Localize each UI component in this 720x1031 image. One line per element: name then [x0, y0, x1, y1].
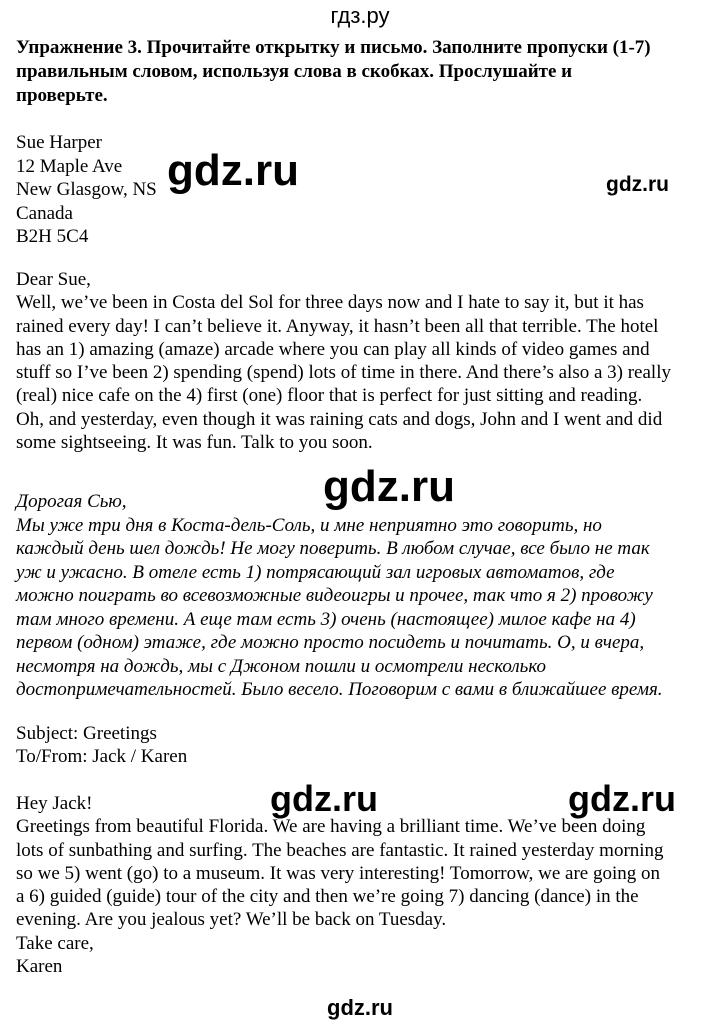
letter-line: lots of sunbathing and surfing. The beaches are fantastic. It rained yesterday morning [16, 839, 664, 861]
translation-line: Дорогая Сью, [16, 491, 127, 512]
watermark: gdz.ru [568, 778, 676, 819]
translation-line: несмотря на дождь, мы с Джоном пошли и осмотрели несколько [16, 655, 546, 677]
russian-translation [16, 490, 716, 702]
postcard-line: Dear Sue, [16, 269, 91, 290]
address-line: Canada [16, 202, 73, 224]
letter-line: a 6) guided (guide) tour of the city and then we’re going 7) dancing (dance) in the [16, 886, 639, 908]
translation-line: уж и ужасно. В отеле есть 1) потрясающий зал игровых автоматов, где [16, 561, 615, 583]
address-line: B2H 5C4 [16, 226, 89, 247]
translation-line: первом (одном) этаже, где можно просто посидеть и почитать. О, и вчера, [16, 632, 645, 653]
translation-line: можно поиграть во всевозможные видеоигры и прочее, так что я 2) провожу [16, 585, 653, 606]
watermark: gdz.ru [606, 173, 669, 196]
translation-line: там много времени. А еще там есть 3) очень (настоящее) милое кафе на 4) [16, 608, 636, 630]
site-footer: gdz.ru [327, 995, 393, 1020]
postcard-line: some sightseeing. It was fun. Talk to you soon. [16, 432, 373, 454]
to-from-line: To/From: Jack / Karen [16, 746, 188, 768]
address-line: 12 Maple Ave [16, 155, 123, 177]
postcard-line: rained every day! I can’t believe it. Anyway, it hasn’t been all that terrible. The hotel [16, 315, 659, 337]
postcard-line: Well, we’ve been in Costa del Sol for three days now and I hate to say it, but it has [16, 292, 644, 314]
address-line: Sue Harper [16, 132, 102, 153]
watermark: gdz.ru [270, 778, 378, 819]
letter-line: evening. Are you jealous yet? We’ll be back on Tuesday. [16, 909, 447, 931]
letter-line: so we 5) went (go) to a museum. It was very interesting! Tomorrow, we are going on [16, 862, 660, 884]
letter-line: Greetings from beautiful Florida. We are having a brilliant time. We’ve been doing [16, 816, 646, 838]
postcard-line: has an 1) amazing (amaze) arcade where you can play all kinds of video games and [16, 338, 650, 360]
task-instruction [16, 36, 710, 108]
translation-line: Мы уже три дня в Коста-дель-Соль, и мне неприятно это говорить, но [16, 514, 602, 536]
watermark: gdz.ru [323, 462, 455, 511]
postcard-text [16, 268, 716, 454]
address-line: New Glasgow, NS [16, 179, 157, 200]
task-line: правильным словом, используя слова в скобках. Прослушайте и [16, 61, 573, 82]
letter-line: Take care, [16, 932, 94, 954]
site-header: гдз.ру [330, 3, 390, 28]
postcard-line: (real) nice cafe on the 4) first (one) floor that is perfect for just sitting and reading. [16, 385, 643, 407]
letter-line: Karen [16, 956, 63, 978]
translation-line: достопримечательностей. Было весело. Поговорим с вами в ближайшее время. [16, 679, 663, 700]
letter-meta [16, 722, 716, 769]
postcard-line: stuff so I’ve been 2) spending (spend) lots of time in there. And there’s also a 3) really [16, 362, 671, 384]
subject-line: Subject: Greetings [16, 723, 157, 744]
watermark: gdz.ru [167, 146, 299, 195]
task-line: проверьте. [16, 85, 108, 106]
postcard-line: Oh, and yesterday, even though it was raining cats and dogs, John and I went and did [16, 408, 663, 430]
task-line: Упражнение 3. Прочитайте открытку и письмо. Заполните пропуски (1-7) [16, 37, 651, 58]
translation-line: каждый день шел дождь! Не могу поверить. В любом случае, все было не так [16, 538, 650, 559]
letter-line: Hey Jack! [16, 793, 93, 814]
